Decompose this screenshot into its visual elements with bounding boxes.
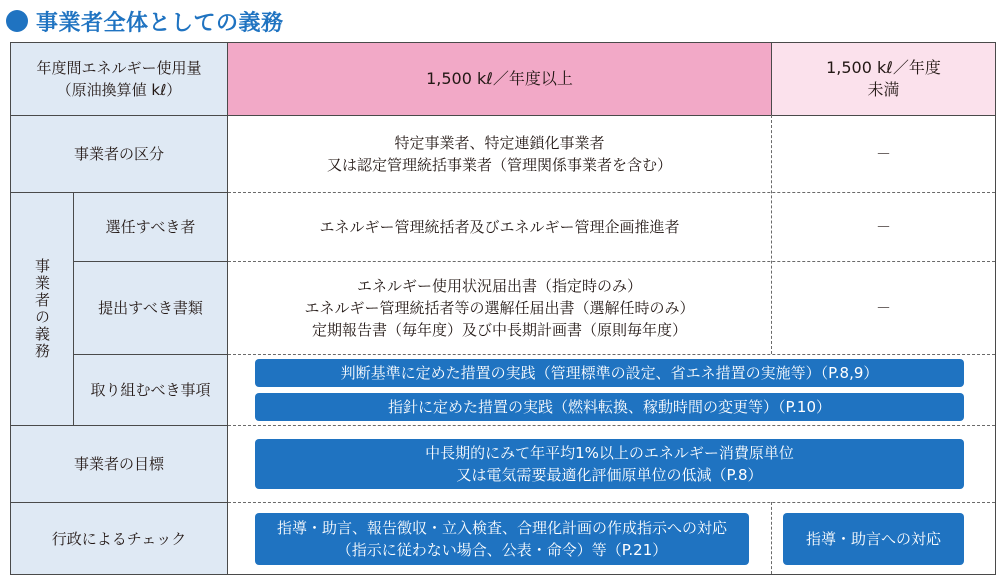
divider <box>228 502 995 503</box>
admin-large: 指導・助言、報告徴収・立入検査、合理化計画の作成指示への対応 （指示に従わない場合、公表・命令）等（P.21） <box>255 513 749 565</box>
divider <box>228 261 995 262</box>
divider <box>11 425 228 426</box>
divider <box>228 192 995 193</box>
measures-item-2: 指針に定めた措置の実践（燃料転換、稼動時間の変更等）（P.10） <box>255 393 964 421</box>
documents-small: － <box>875 299 891 317</box>
divider <box>11 115 995 116</box>
divider <box>228 425 995 426</box>
divider <box>73 192 74 425</box>
divider <box>73 354 228 355</box>
measures-item-1: 判断基準に定めた措置の実践（管理標準の設定、省エネ措置の実施等）（P.8,9） <box>255 359 964 387</box>
divider <box>227 43 228 574</box>
category-small: － <box>875 145 891 163</box>
usage-label-cell: 年度間エネルギー使用量 （原油換算値 kℓ） <box>11 43 227 115</box>
divider <box>11 192 228 193</box>
divider <box>228 354 995 355</box>
measures-label: 取り組むべき事項 <box>74 355 227 425</box>
documents-large: エネルギー使用状況届出書（指定時のみ） エネルギー管理統括者等の選解任届出書（選解任時のみ） 定期報告書（毎年度）及び中長期計画書（原則毎年度） <box>304 277 695 339</box>
documents-label: 提出すべき書類 <box>74 262 227 354</box>
obligations-table <box>10 42 996 575</box>
divider <box>771 502 772 574</box>
appoint-small: － <box>875 218 891 236</box>
target-label: 事業者の目標 <box>11 426 227 502</box>
appoint-label: 選任すべき者 <box>74 193 227 261</box>
duties-label: 事業者の義務 <box>33 258 51 360</box>
divider <box>771 115 772 354</box>
appoint-large: エネルギー管理統括者及びエネルギー管理企画推進者 <box>319 218 680 236</box>
bullet-dot-icon <box>6 10 28 32</box>
category-large: 特定事業者、特定連鎖化事業者 又は認定管理統括事業者（管理関係事業者を含む） <box>326 134 672 174</box>
section-heading <box>6 4 284 38</box>
admin-small: 指導・助言への対応 <box>783 513 964 565</box>
admin-label: 行政によるチェック <box>11 503 227 574</box>
divider <box>11 502 228 503</box>
section-title: 事業者全体としての義務 <box>36 10 284 36</box>
divider <box>73 261 228 262</box>
duties-label-cell <box>11 193 73 425</box>
category-label: 事業者の区分 <box>11 116 227 192</box>
col-small-header: 1,500 kℓ／年度 未満 <box>772 43 995 115</box>
divider <box>771 43 772 115</box>
col-large-header: 1,500 kℓ／年度以上 <box>228 43 771 115</box>
target-text: 中長期的にみて年平均1%以上のエネルギー消費原単位 又は電気需要最適化評価原単位の低減（P.8） <box>255 439 964 489</box>
